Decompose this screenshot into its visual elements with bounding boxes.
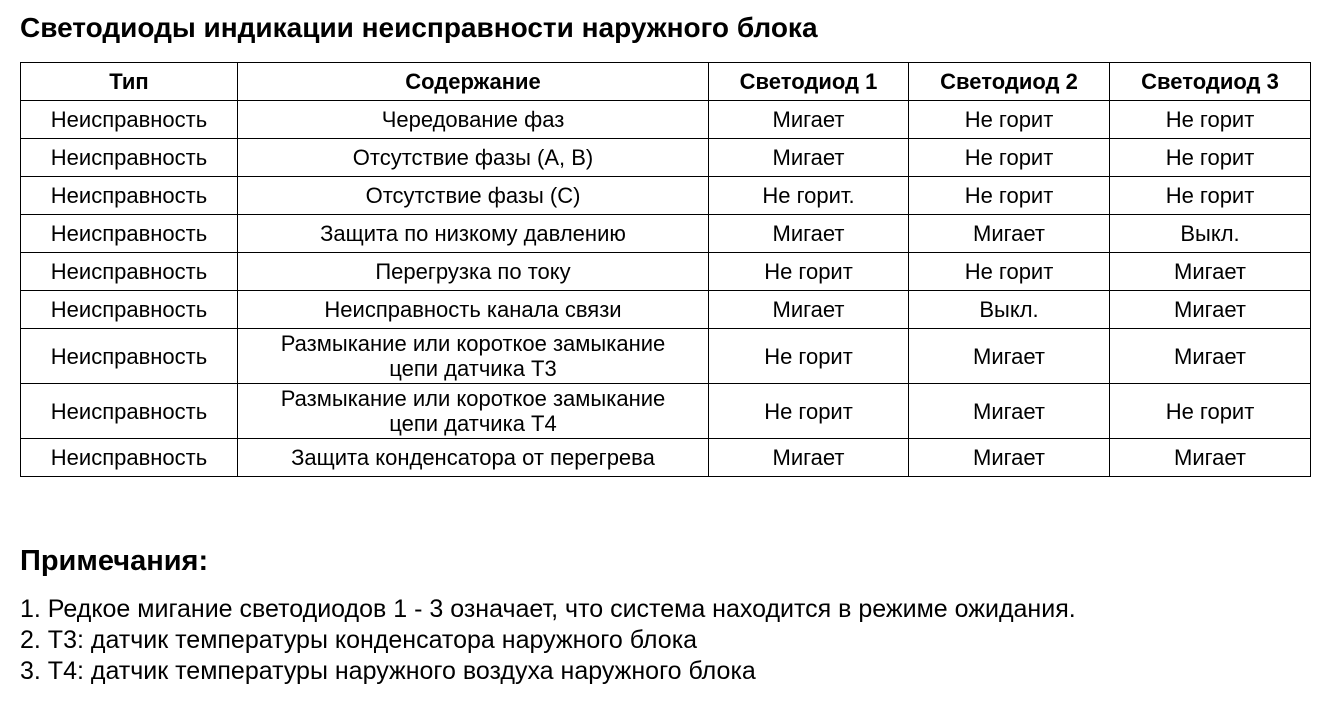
cell-led-2: Мигает [909,384,1110,439]
cell-led-1: Мигает [709,215,909,253]
cell-led-2: Не горит [909,101,1110,139]
cell-led-1: Мигает [709,101,909,139]
header-led-2: Светодиод 2 [909,63,1110,101]
table-row [21,291,1311,329]
table-body [21,101,1311,477]
note-item: 1. Редкое мигание светодиодов 1 - 3 означает, что система находится в режиме ожидания. [20,595,1076,623]
cell-led-3: Мигает [1110,439,1311,477]
cell-content-line: Перегрузка по току [375,259,571,284]
cell-led-3: Выкл. [1110,215,1311,253]
note-item: 3. Т4: датчик температуры наружного воздуха наружного блока [20,657,756,685]
cell-content [238,253,709,291]
cell-content-line: Чередование фаз [381,107,565,132]
cell-led-3: Не горит [1110,139,1311,177]
cell-led-1: Мигает [709,139,909,177]
table-row [21,101,1311,139]
cell-led-2: Не горит [909,139,1110,177]
table-row [21,139,1311,177]
cell-led-3: Мигает [1110,253,1311,291]
cell-led-3: Не горит [1110,177,1311,215]
cell-type: Неисправность [21,384,238,439]
table-row [21,439,1311,477]
cell-content [238,139,709,177]
header-led-3: Светодиод 3 [1110,63,1311,101]
notes-title: Примечания: [20,545,209,577]
cell-led-2: Выкл. [909,291,1110,329]
cell-led-2: Мигает [909,329,1110,384]
cell-content-line: Отсутствие фазы (С) [365,183,581,208]
note-item: 2. Т3: датчик температуры конденсатора наружного блока [20,626,698,654]
cell-led-3: Мигает [1110,291,1311,329]
cell-led-1: Не горит [709,253,909,291]
table-row [21,253,1311,291]
table-row [21,329,1311,384]
table-row [21,215,1311,253]
cell-type: Неисправность [21,439,238,477]
cell-content [238,101,709,139]
header-type: Тип [21,63,238,101]
cell-led-1: Не горит [709,384,909,439]
cell-led-2: Не горит [909,177,1110,215]
table-row [21,177,1311,215]
header-led-1: Светодиод 1 [709,63,909,101]
cell-content-line: цепи датчика Т3 [389,356,557,381]
cell-content-line: Размыкание или короткое замыкание [280,331,666,356]
cell-led-1: Не горит. [709,177,909,215]
table-header-row [21,63,1311,101]
cell-type: Неисправность [21,329,238,384]
cell-type: Неисправность [21,177,238,215]
cell-content [238,439,709,477]
cell-content [238,329,709,384]
cell-content [238,384,709,439]
cell-content-line: Защита конденсатора от перегрева [291,445,655,470]
cell-content-line: Размыкание или короткое замыкание [280,386,666,411]
cell-led-1: Мигает [709,291,909,329]
cell-type: Неисправность [21,101,238,139]
cell-type: Неисправность [21,291,238,329]
cell-led-3: Не горит [1110,101,1311,139]
cell-content-line: Защита по низкому давлению [320,221,626,246]
notes-list [20,594,1076,687]
cell-led-3: Не горит [1110,384,1311,439]
cell-type: Неисправность [21,215,238,253]
cell-type: Неисправность [21,139,238,177]
page-title: Светодиоды индикации неисправности наружного блока [20,12,818,43]
cell-led-1: Мигает [709,439,909,477]
cell-content [238,177,709,215]
header-content: Содержание [238,63,709,101]
fault-indication-table [20,62,1311,477]
cell-content-line: цепи датчика Т4 [389,411,557,436]
cell-content-line: Отсутствие фазы (А, В) [352,145,594,170]
cell-type: Неисправность [21,253,238,291]
cell-led-2: Не горит [909,253,1110,291]
cell-led-2: Мигает [909,215,1110,253]
cell-content [238,215,709,253]
cell-led-3: Мигает [1110,329,1311,384]
cell-content [238,291,709,329]
cell-led-1: Не горит [709,329,909,384]
cell-content-line: Неисправность канала связи [324,297,622,322]
cell-led-2: Мигает [909,439,1110,477]
table-row [21,384,1311,439]
